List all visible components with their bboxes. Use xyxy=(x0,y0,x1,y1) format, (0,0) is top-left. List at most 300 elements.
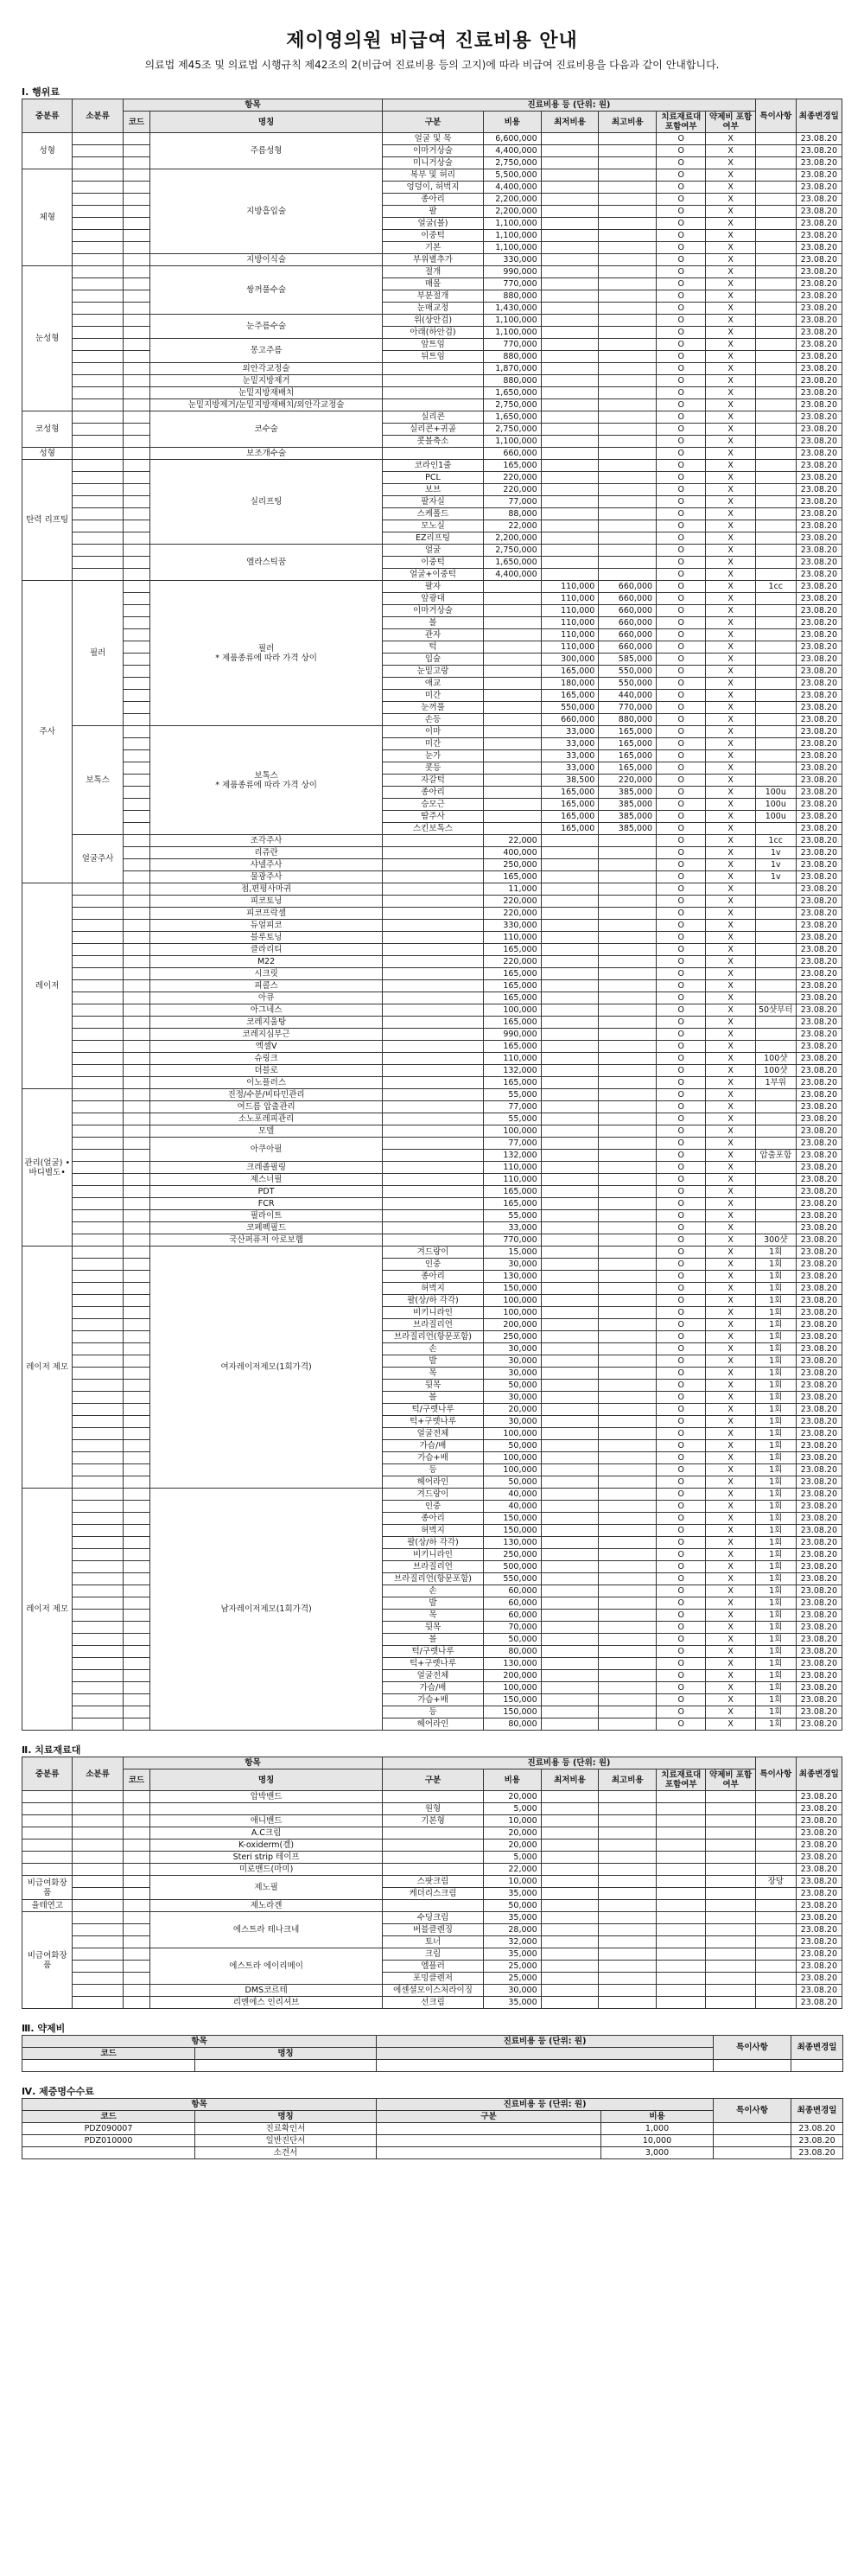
material-cell: O xyxy=(657,1029,706,1041)
note-cell: 1회 xyxy=(755,1597,796,1610)
min-price-cell xyxy=(541,182,599,194)
gubun-cell: 얼굴(볼) xyxy=(383,218,484,230)
date-cell: 23.08.20 xyxy=(796,1331,842,1343)
table-row xyxy=(22,303,842,315)
note-cell xyxy=(755,157,796,169)
gubun-cell: 케더리스크림 xyxy=(383,1888,484,1900)
note-cell xyxy=(755,278,796,290)
material-cell: O xyxy=(657,1537,706,1549)
material-cell xyxy=(657,1876,706,1888)
max-price-cell xyxy=(599,484,657,496)
min-price-cell xyxy=(541,351,599,363)
code-cell xyxy=(123,1065,149,1077)
drug-cell xyxy=(706,1815,755,1827)
max-price-cell xyxy=(599,1876,657,1888)
code-cell xyxy=(123,545,149,557)
note-cell xyxy=(755,1985,796,1997)
subcategory-cell xyxy=(73,266,123,278)
note-cell: 1회 xyxy=(755,1706,796,1718)
max-price-cell xyxy=(599,932,657,944)
material-cell xyxy=(657,1936,706,1948)
code-cell xyxy=(123,1392,149,1404)
gubun-cell xyxy=(383,363,484,375)
max-price-cell: 385,000 xyxy=(599,787,657,799)
drug-cell: X xyxy=(706,472,755,484)
min-price-cell xyxy=(541,1706,599,1718)
price-cell xyxy=(483,702,541,714)
max-price-cell xyxy=(599,1658,657,1670)
max-price-cell xyxy=(599,1416,657,1428)
code-cell xyxy=(123,1573,149,1585)
table-row xyxy=(22,1585,842,1597)
date-cell: 23.08.20 xyxy=(796,1610,842,1622)
note-cell xyxy=(755,569,796,581)
table-row xyxy=(22,1525,842,1537)
price-cell: 880,000 xyxy=(483,290,541,303)
header-name: 명칭 xyxy=(150,1769,383,1791)
subcategory-cell xyxy=(73,1319,123,1331)
subcategory-cell xyxy=(73,1234,123,1247)
subcategory-cell xyxy=(73,1537,123,1549)
date-cell: 23.08.20 xyxy=(796,1948,842,1961)
item-name-cell: 이노플러스 xyxy=(150,1077,383,1089)
note-cell xyxy=(755,532,796,545)
material-cell: O xyxy=(657,1549,706,1561)
drug-cell: X xyxy=(706,1597,755,1610)
material-cell: O xyxy=(657,678,706,690)
code-cell xyxy=(123,448,149,460)
note-cell xyxy=(755,169,796,182)
drug-cell: X xyxy=(706,1150,755,1162)
table-row xyxy=(22,1670,842,1682)
price-cell xyxy=(483,581,541,593)
note-cell xyxy=(755,605,796,617)
gubun-cell: 토너 xyxy=(383,1936,484,1948)
drug-cell: X xyxy=(706,230,755,242)
gubun-cell xyxy=(383,1113,484,1125)
drug-cell: X xyxy=(706,1234,755,1247)
gubun-cell: 수딩크림 xyxy=(383,1912,484,1924)
date-cell: 23.08.20 xyxy=(796,242,842,254)
table-row xyxy=(22,1138,842,1150)
date-cell: 23.08.20 xyxy=(796,666,842,678)
gubun-cell xyxy=(383,1198,484,1210)
date-cell: 23.08.20 xyxy=(796,484,842,496)
code-cell xyxy=(123,787,149,799)
drug-cell: X xyxy=(706,1464,755,1476)
min-price-cell xyxy=(541,1948,599,1961)
gubun-cell: 선크림 xyxy=(383,1997,484,2009)
min-price-cell xyxy=(541,1501,599,1513)
min-price-cell xyxy=(541,1573,599,1585)
subcategory-cell xyxy=(73,1355,123,1368)
item-name-cell: FCR xyxy=(150,1198,383,1210)
gubun-cell xyxy=(383,980,484,992)
code-cell xyxy=(123,835,149,847)
drug-cell: X xyxy=(706,1634,755,1646)
note-cell: 1회 xyxy=(755,1646,796,1658)
material-cell: O xyxy=(657,1331,706,1343)
code-cell xyxy=(123,1452,149,1464)
date-cell: 23.08.20 xyxy=(796,1997,842,2009)
max-price-cell: 770,000 xyxy=(599,702,657,714)
date-cell: 23.08.20 xyxy=(796,1295,842,1307)
item-name-cell: 보톡스 * 제품종류에 따라 가격 상이 xyxy=(150,726,383,835)
max-price-cell xyxy=(599,1331,657,1343)
max-price-cell xyxy=(599,303,657,315)
code-cell xyxy=(123,1936,149,1948)
code-cell xyxy=(123,690,149,702)
item-name-cell: 물광주사 xyxy=(150,871,383,883)
max-price-cell xyxy=(599,1271,657,1283)
min-price-cell xyxy=(541,157,599,169)
code-cell xyxy=(123,1501,149,1513)
material-cell: O xyxy=(657,944,706,956)
drug-cell: X xyxy=(706,1319,755,1331)
max-price-cell: 440,000 xyxy=(599,690,657,702)
material-cell: O xyxy=(657,1513,706,1525)
gubun-cell: 볼 xyxy=(383,1634,484,1646)
drug-cell: X xyxy=(706,859,755,871)
subcategory-cell xyxy=(73,218,123,230)
max-price-cell xyxy=(599,871,657,883)
table-row xyxy=(22,1694,842,1706)
drug-cell: X xyxy=(706,1053,755,1065)
price-cell: 250,000 xyxy=(483,859,541,871)
date-cell: 23.08.20 xyxy=(796,1973,842,1985)
subcategory-cell xyxy=(73,387,123,399)
material-cell: O xyxy=(657,1646,706,1658)
code-cell xyxy=(123,932,149,944)
drug-cell: X xyxy=(706,351,755,363)
note-cell xyxy=(755,1138,796,1150)
material-cell: O xyxy=(657,339,706,351)
item-name-cell: 아쿠아필 xyxy=(150,1138,383,1162)
table-row xyxy=(22,605,842,617)
table-row xyxy=(22,1634,842,1646)
min-price-cell xyxy=(541,1392,599,1404)
note-cell: 1cc xyxy=(755,835,796,847)
code-cell xyxy=(123,750,149,762)
gubun-cell: 브라질리언(항문포함) xyxy=(383,1331,484,1343)
material-cell: O xyxy=(657,290,706,303)
max-price-cell xyxy=(599,1936,657,1948)
note-cell: 100u xyxy=(755,787,796,799)
min-price-cell xyxy=(541,206,599,218)
drug-cell: X xyxy=(706,1513,755,1525)
min-price-cell xyxy=(541,1585,599,1597)
date-cell: 23.08.20 xyxy=(796,1537,842,1549)
page-title: 제이영의원 비급여 진료비용 안내 xyxy=(286,30,578,52)
drug-cell: X xyxy=(706,194,755,206)
note-cell xyxy=(755,387,796,399)
table-row xyxy=(22,1404,842,1416)
material-cell: O xyxy=(657,1380,706,1392)
subcategory-cell xyxy=(73,896,123,908)
price-cell: 1,100,000 xyxy=(483,315,541,327)
min-price-cell xyxy=(541,859,599,871)
code-cell xyxy=(123,1343,149,1355)
drug-cell: X xyxy=(706,1162,755,1174)
material-cell xyxy=(657,1961,706,1973)
material-cell xyxy=(657,1815,706,1827)
material-cell: O xyxy=(657,835,706,847)
code-cell xyxy=(123,1670,149,1682)
max-price-cell xyxy=(599,1924,657,1936)
gubun-cell xyxy=(383,835,484,847)
min-price-cell xyxy=(541,1694,599,1706)
table-row xyxy=(22,1368,842,1380)
table-row xyxy=(22,436,842,448)
price-cell: 60,000 xyxy=(483,1585,541,1597)
max-price-cell xyxy=(599,1089,657,1101)
max-price-cell xyxy=(599,1380,657,1392)
material-cell: O xyxy=(657,617,706,629)
category-cell: 관리(얼굴) •바디별도• xyxy=(22,1089,73,1247)
item-name-cell: 눈밑지방제거/눈밑지방재배치/외안각교정술 xyxy=(150,399,383,411)
drug-cell xyxy=(706,1997,755,2009)
item-name-cell: K-oxiderm(겔) xyxy=(150,1840,383,1852)
table-row xyxy=(22,569,842,581)
price-cell: 165,000 xyxy=(483,968,541,980)
drug-cell: X xyxy=(706,738,755,750)
drug-cell: X xyxy=(706,254,755,266)
code-cell xyxy=(123,823,149,835)
price-cell: 990,000 xyxy=(483,266,541,278)
material-cell: O xyxy=(657,1113,706,1125)
gubun-cell: 가슴+배 xyxy=(383,1694,484,1706)
min-price-cell: 165,000 xyxy=(541,787,599,799)
material-cell xyxy=(657,1997,706,2009)
price-cell: 1,000 xyxy=(601,2123,714,2135)
price-cell: 1,100,000 xyxy=(483,436,541,448)
min-price-cell: 33,000 xyxy=(541,738,599,750)
material-cell: O xyxy=(657,1065,706,1077)
material-cell: O xyxy=(657,593,706,605)
code-cell xyxy=(123,605,149,617)
subcategory-cell xyxy=(73,1077,123,1089)
drug-cell: X xyxy=(706,1222,755,1234)
drug-cell: X xyxy=(706,896,755,908)
table-row xyxy=(22,1997,842,2009)
material-cell xyxy=(657,1948,706,1961)
max-price-cell xyxy=(599,944,657,956)
max-price-cell xyxy=(599,1961,657,1973)
date-cell: 23.08.20 xyxy=(796,1476,842,1489)
code-cell xyxy=(123,1029,149,1041)
material-cell: O xyxy=(657,1295,706,1307)
subcategory-cell xyxy=(73,1670,123,1682)
date-cell: 23.08.20 xyxy=(796,1065,842,1077)
date-cell: 23.08.20 xyxy=(796,1864,842,1876)
min-price-cell xyxy=(541,1162,599,1174)
category-cell xyxy=(22,1791,73,1803)
max-price-cell xyxy=(599,411,657,424)
price-cell: 130,000 xyxy=(483,1658,541,1670)
price-cell xyxy=(483,617,541,629)
gubun-cell: 종아리 xyxy=(383,1271,484,1283)
price-cell xyxy=(483,641,541,654)
category-cell: 레이저 제모 xyxy=(22,1489,73,1731)
code-cell xyxy=(123,290,149,303)
code-cell xyxy=(123,532,149,545)
code-cell xyxy=(123,1973,149,1985)
gubun-cell: 등 xyxy=(383,1706,484,1718)
material-cell: O xyxy=(657,581,706,593)
date-cell: 23.08.20 xyxy=(796,702,842,714)
header-max: 최고비용 xyxy=(599,112,657,133)
max-price-cell: 165,000 xyxy=(599,750,657,762)
material-cell xyxy=(657,1827,706,1840)
max-price-cell xyxy=(599,1791,657,1803)
max-price-cell: 385,000 xyxy=(599,811,657,823)
date-cell: 23.08.20 xyxy=(796,738,842,750)
price-cell: 100,000 xyxy=(483,1682,541,1694)
min-price-cell xyxy=(541,1973,599,1985)
max-price-cell xyxy=(599,1610,657,1622)
code-cell xyxy=(123,375,149,387)
subcategory-cell xyxy=(73,206,123,218)
code-cell xyxy=(123,520,149,532)
subcategory-cell xyxy=(73,363,123,375)
price-cell: 100,000 xyxy=(483,1452,541,1464)
note-cell xyxy=(755,472,796,484)
code-cell xyxy=(123,1634,149,1646)
drug-cell xyxy=(706,1973,755,1985)
subcategory-cell xyxy=(73,1585,123,1597)
header-big: 중분류 xyxy=(22,99,73,133)
gubun-cell: 보브 xyxy=(383,484,484,496)
code-cell xyxy=(123,206,149,218)
gubun-cell xyxy=(383,847,484,859)
price-cell: 250,000 xyxy=(483,1549,541,1561)
max-price-cell: 880,000 xyxy=(599,714,657,726)
item-name-cell: 눈밑지방제거 xyxy=(150,375,383,387)
material-cell: O xyxy=(657,1476,706,1489)
note-cell: 1회 xyxy=(755,1501,796,1513)
drug-cell: X xyxy=(706,1537,755,1549)
drug-cell: X xyxy=(706,714,755,726)
gubun-cell: 허벅지 xyxy=(383,1525,484,1537)
gubun-cell: 아래(하안검) xyxy=(383,327,484,339)
note-cell xyxy=(755,738,796,750)
min-price-cell xyxy=(541,1319,599,1331)
gubun-cell: 이마거상술 xyxy=(383,145,484,157)
min-price-cell xyxy=(541,1150,599,1162)
date-cell: 23.08.20 xyxy=(796,1585,842,1597)
subcategory-cell xyxy=(73,1247,123,1259)
note-cell xyxy=(755,823,796,835)
material-cell: O xyxy=(657,303,706,315)
table-row xyxy=(22,617,842,629)
note-cell xyxy=(755,411,796,424)
drug-cell: X xyxy=(706,557,755,569)
code-cell xyxy=(123,775,149,787)
max-price-cell xyxy=(599,835,657,847)
max-price-cell xyxy=(599,520,657,532)
date-cell: 23.08.20 xyxy=(796,424,842,436)
drug-cell: X xyxy=(706,787,755,799)
item-name-cell: 아큐 xyxy=(150,992,383,1004)
sections-container xyxy=(22,85,842,2159)
drug-cell xyxy=(706,1924,755,1936)
gubun-cell: 뒷목 xyxy=(383,1380,484,1392)
note-cell xyxy=(755,1997,796,2009)
note-cell: 1회 xyxy=(755,1259,796,1271)
subcategory-cell xyxy=(73,1803,123,1815)
material-cell xyxy=(657,1973,706,1985)
subcategory-cell xyxy=(73,1380,123,1392)
drug-cell: X xyxy=(706,1017,755,1029)
drug-cell: X xyxy=(706,1428,755,1440)
material-cell: O xyxy=(657,641,706,654)
header-material: 치료재료대 포함여부 xyxy=(657,1769,706,1791)
drug-cell: X xyxy=(706,133,755,145)
max-price-cell xyxy=(599,1138,657,1150)
min-price-cell xyxy=(541,1827,599,1840)
drug-cell: X xyxy=(706,1271,755,1283)
item-name-cell: 외안각교정술 xyxy=(150,363,383,375)
min-price-cell xyxy=(541,1380,599,1392)
category-cell xyxy=(22,1815,73,1827)
table-row xyxy=(22,1682,842,1694)
drug-cell: X xyxy=(706,847,755,859)
date-cell: 23.08.20 xyxy=(796,762,842,775)
item-name-cell: 소견서 xyxy=(195,2147,377,2159)
gubun-cell xyxy=(383,1186,484,1198)
subcategory-cell xyxy=(73,1428,123,1440)
note-cell xyxy=(755,1815,796,1827)
price-cell xyxy=(483,811,541,823)
subcategory-cell xyxy=(73,944,123,956)
min-price-cell: 110,000 xyxy=(541,617,599,629)
price-cell: 132,000 xyxy=(483,1150,541,1162)
category-cell: 성형 xyxy=(22,448,73,460)
min-price-cell xyxy=(541,1513,599,1525)
item-name-cell: PDT xyxy=(150,1186,383,1198)
code-cell xyxy=(123,1125,149,1138)
code-cell xyxy=(123,1368,149,1380)
material-cell: O xyxy=(657,496,706,508)
min-price-cell xyxy=(541,557,599,569)
drug-cell: X xyxy=(706,399,755,411)
material-cell: O xyxy=(657,1125,706,1138)
note-cell: 300샷 xyxy=(755,1234,796,1247)
price-cell: 20,000 xyxy=(483,1791,541,1803)
date-cell: 23.08.20 xyxy=(796,1368,842,1380)
date-cell: 23.08.20 xyxy=(796,1658,842,1670)
gubun-cell: 턱/구렛나루 xyxy=(383,1646,484,1658)
min-price-cell: 38,500 xyxy=(541,775,599,787)
note-cell xyxy=(714,2123,791,2135)
date-cell: 23.08.20 xyxy=(796,472,842,484)
price-cell: 20,000 xyxy=(483,1827,541,1840)
material-cell: O xyxy=(657,557,706,569)
subcategory-cell xyxy=(73,1138,123,1150)
min-price-cell: 165,000 xyxy=(541,799,599,811)
date-cell: 23.08.20 xyxy=(796,1077,842,1089)
drug-cell: X xyxy=(706,1174,755,1186)
date-cell: 23.08.20 xyxy=(796,1247,842,1259)
min-price-cell xyxy=(541,1101,599,1113)
item-name-cell: DMS코르테 xyxy=(150,1985,383,1997)
table-row xyxy=(22,823,842,835)
material-cell: O xyxy=(657,775,706,787)
material-cell: O xyxy=(657,750,706,762)
note-cell: 1v xyxy=(755,871,796,883)
subcategory-cell xyxy=(73,1718,123,1731)
min-price-cell xyxy=(541,944,599,956)
